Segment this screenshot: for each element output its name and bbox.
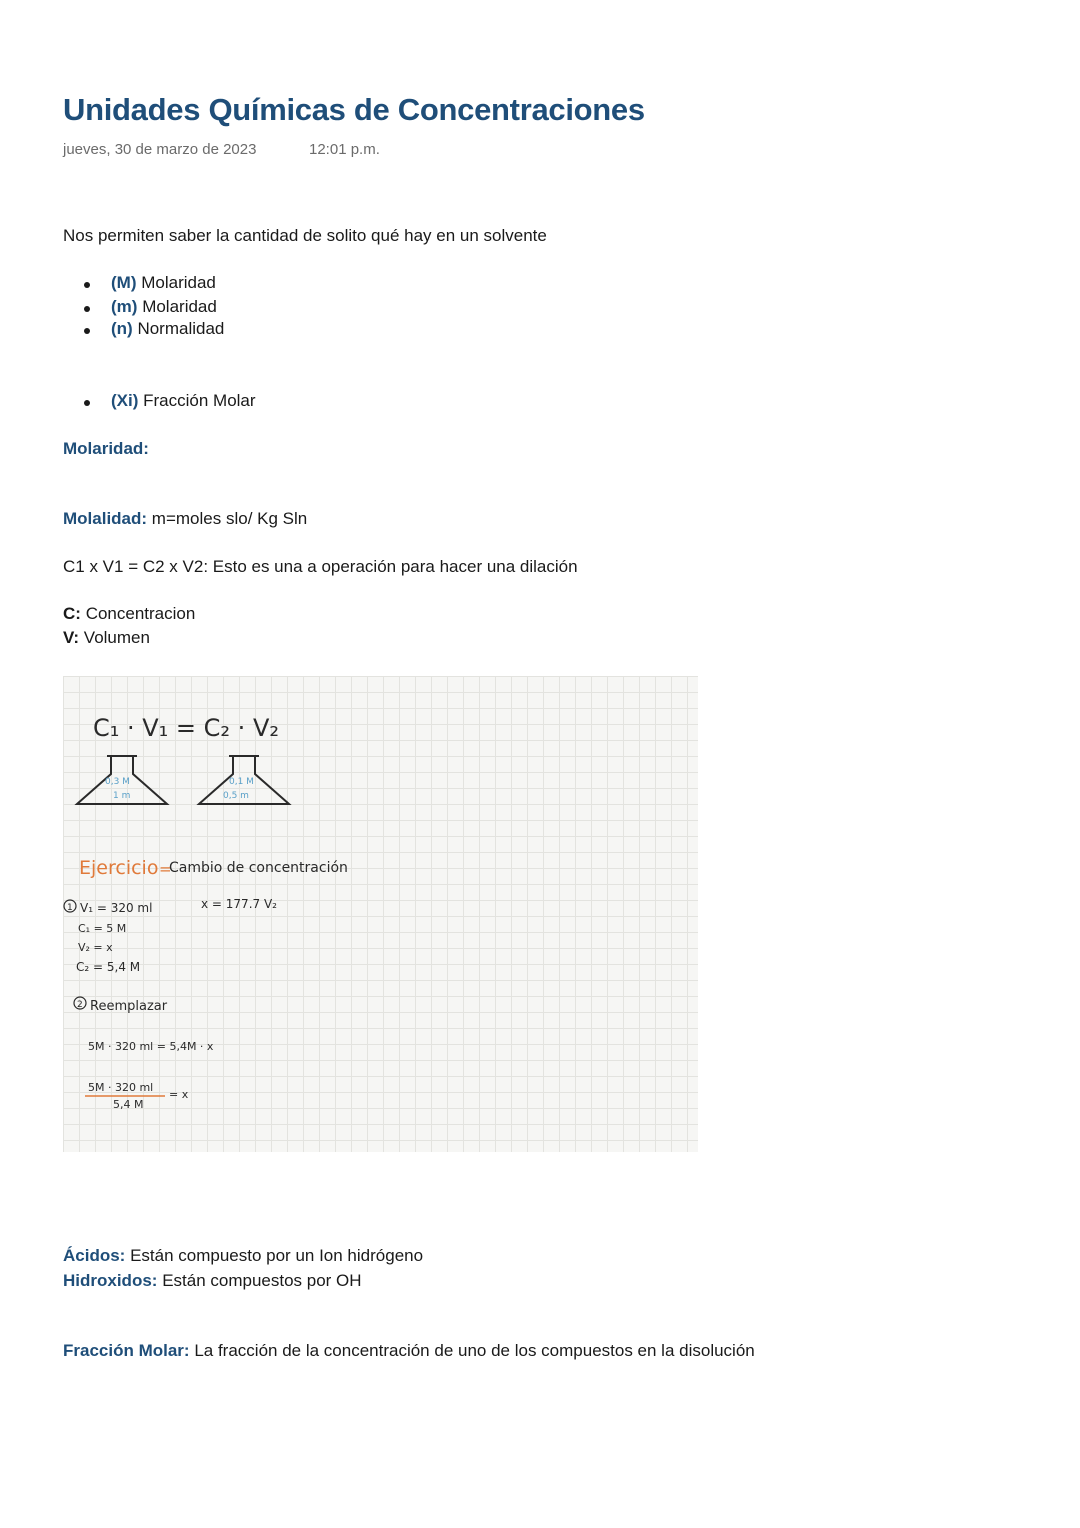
- acidos-line: [63, 1246, 423, 1266]
- unit-abbr: (Xi): [111, 391, 139, 410]
- bullet-icon: [84, 328, 90, 334]
- c1-value: C₁ = 5 M: [78, 922, 127, 935]
- fraction-denominator: 5,4 M: [113, 1098, 144, 1111]
- unit-abbr: (m): [111, 297, 138, 316]
- exercise-label: Ejercicio: [79, 857, 159, 879]
- unit-name: Molaridad: [141, 273, 216, 292]
- unit-name: Normalidad: [137, 319, 225, 338]
- page-title: Unidades Químicas de Concentraciones: [63, 92, 645, 127]
- list-item: [111, 297, 217, 317]
- c2-value: C₂ = 5,4 M: [76, 960, 141, 974]
- exercise-equals: =: [159, 860, 172, 878]
- step1-number: 1: [67, 903, 73, 913]
- step2-number: 2: [77, 1000, 83, 1010]
- step2-label: Reemplazar: [90, 999, 168, 1014]
- acidos-text: Están compuesto por un Ion hidrógeno: [130, 1246, 424, 1265]
- formula-text: C₁ · V₁ = C₂ · V₂: [93, 714, 279, 742]
- result-value: x = 177.7 V₂: [201, 897, 277, 911]
- v-text: Volumen: [83, 628, 150, 647]
- c-definition: [63, 604, 195, 624]
- v1-value: V₁ = 320 ml: [80, 901, 153, 915]
- bullet-icon: [84, 282, 90, 288]
- fraccion-text: La fracción de la concentración de uno de los compuestos en la disolución: [194, 1341, 755, 1360]
- molaridad-heading: Molaridad:: [63, 439, 149, 458]
- v2-value: V₂ = x: [78, 941, 113, 954]
- molalidad-text: m=moles slo/ Kg Sln: [151, 509, 308, 528]
- c-text: Concentracion: [85, 604, 196, 623]
- fraction-numerator: 5M · 320 ml: [88, 1081, 154, 1094]
- fraction-result: = x: [169, 1088, 189, 1101]
- list-item: [111, 391, 256, 411]
- molalidad-line: [63, 509, 307, 529]
- unit-name: Molaridad: [142, 297, 217, 316]
- flask1-concentration: 0,3 M: [105, 777, 130, 787]
- hidroxidos-line: [63, 1271, 362, 1291]
- hidroxidos-label: Hidroxidos:: [63, 1271, 158, 1290]
- exercise-title: Cambio de concentración: [169, 860, 348, 876]
- unit-abbr: (M): [111, 273, 137, 292]
- flask1-volume: 1 m: [113, 791, 131, 801]
- flask2-concentration: 0,1 M: [229, 777, 254, 787]
- bullet-icon: [84, 306, 90, 312]
- handwritten-notes-image: [63, 676, 698, 1152]
- list-item: [111, 273, 216, 293]
- bullet-icon: [84, 400, 90, 406]
- list-item: [111, 319, 224, 339]
- substitution-equation: 5M · 320 ml = 5,4M · x: [88, 1040, 214, 1053]
- fraccion-molar-line: [63, 1341, 755, 1361]
- hidroxidos-text: Están compuestos por OH: [162, 1271, 362, 1290]
- v-definition: [63, 628, 150, 648]
- molalidad-label: Molalidad:: [63, 509, 148, 528]
- acidos-label: Ácidos:: [63, 1246, 126, 1265]
- v-label: V:: [63, 628, 80, 647]
- flask2-volume: 0,5 m: [223, 791, 249, 801]
- intro-text: Nos permiten saber la cantidad de solito qué hay en un solvente: [63, 226, 547, 245]
- c-label: C:: [63, 604, 81, 623]
- unit-name: Fracción Molar: [143, 391, 256, 410]
- page-time: 12:01 p.m.: [309, 141, 380, 158]
- page-date: jueves, 30 de marzo de 2023: [63, 141, 257, 158]
- fraccion-label: Fracción Molar:: [63, 1341, 190, 1360]
- unit-abbr: (n): [111, 319, 133, 338]
- dilution-line: C1 x V1 = C2 x V2: Esto es una a operación para hacer una dilación: [63, 557, 578, 576]
- handwriting-canvas: [63, 676, 698, 1152]
